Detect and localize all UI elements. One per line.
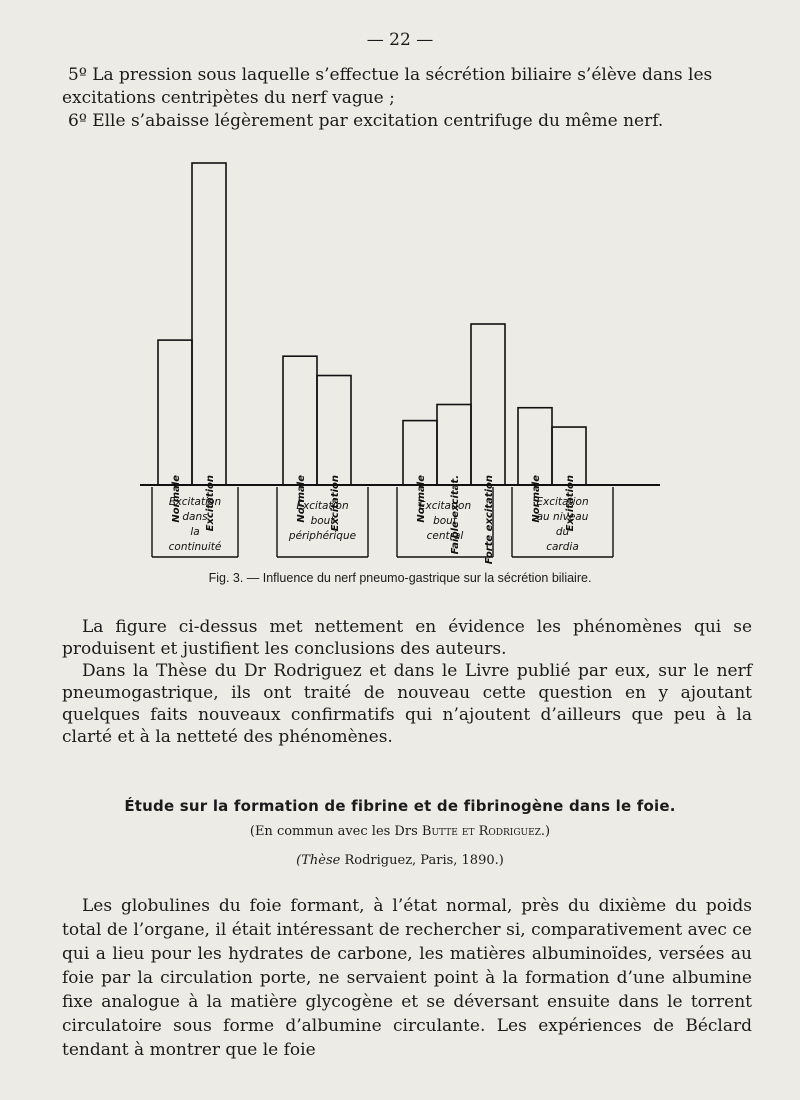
reference-these: (Thèse [296,853,341,868]
group-label-3-1: au niveau [536,511,589,523]
page-number: — 22 — [366,30,434,50]
bar-label-3-0: Normale [531,475,542,523]
bar-label-0-0: Normale [171,475,182,523]
bar-label-2-2: Forte excitation [484,475,495,565]
bar-label-0-1: Excitation [205,475,216,532]
bile-secretion-chart [140,155,670,575]
conclusion-6: 6º Elle s’abaisse légèrement par excitation centrifuge du même nerf. [68,111,664,131]
paragraph-these [62,660,752,748]
section-coauthors [0,824,800,839]
paragraph-globulines [62,894,752,1062]
group-label-3-2: du [555,526,570,538]
bar-0-0 [158,340,192,485]
bar-label-1-0: Normale [296,475,307,523]
intro-conclusions [62,64,752,133]
group-label-2-0: Excitation [418,500,472,512]
group-label-1-0: Excitation [296,500,349,512]
figure-caption: Fig. 3. — Influence du nerf pneumo-gastrique sur la sécrétion biliaire. [208,571,592,585]
group-label-1-2: périphérique [288,530,357,542]
bar-label-1-1: Excitation [330,475,341,532]
group-label-3-3: cardia [546,541,579,553]
bar-label-2-0: Normale [416,475,427,523]
group-label-1-1: bout [310,515,335,527]
section-title: Étude sur la formation de fibrine et de fibrinogène dans le foie. [124,797,676,815]
reference-details: Rodriguez, Paris, 1890.) [344,853,504,868]
bar-2-2 [471,324,505,485]
section-reference [0,853,800,868]
paragraph-1: La figure ci-dessus met nettement en évidence les phénomènes qui se produisent et justifient les conclusions des auteurs. [62,617,752,659]
bar-label-3-1: Excitation [565,475,576,532]
bar-label-2-1: Faible excitat. [450,475,461,555]
group-label-0-1: dans [182,511,208,523]
group-label-2-2: central [426,530,464,542]
coauthors-names: Butte et Rodriguez.) [421,824,551,839]
coauthors-prefix: (En commun avec les Drs [249,824,418,839]
group-label-3-0: Excitation [536,496,589,508]
paragraph-3: Les globulines du foie formant, à l’état normal, près du dixième du poids total de l’organe, il était intéressant de rechercher si, comparativement avec ce qui a lieu pour les hydrates de carbone, les matières albuminoïdes, versées au foie par la circulation porte, ne servaient point à la formation d’une albumine fixe analogue à la matière glycogène et se déversant ensuite dans le torrent circulatoire sous forme d’albumine circulante. Les expériences de Béclard tendant à montrer que le foie [62,896,752,1060]
conclusion-5: 5º La pression sous laquelle s’effectue la sécrétion biliaire s’élève dans les excitations centripètes du nerf vague ; [62,65,713,108]
group-label-0-0: Excitation [168,496,222,508]
bar-1-1 [317,376,351,485]
group-label-2-1: bout [433,515,457,527]
bar-0-1 [192,163,226,485]
bar-1-0 [283,356,317,485]
group-label-0-3: continuité [168,541,222,553]
bar-3-0 [518,408,552,485]
bar-2-1 [437,405,471,486]
paragraph-figure-comment [62,616,752,660]
group-label-0-2: la [190,526,200,538]
paragraph-2: Dans la Thèse du Dr Rodriguez et dans le Livre publié par eux, sur le nerf pneumogastrique, ils ont traité de nouveau cette question en y ajoutant quelques faits nouveaux confirmatifs qui n’ajoutent d’ailleurs que peu à la clarté et à la netteté des phénomènes. [62,661,752,747]
